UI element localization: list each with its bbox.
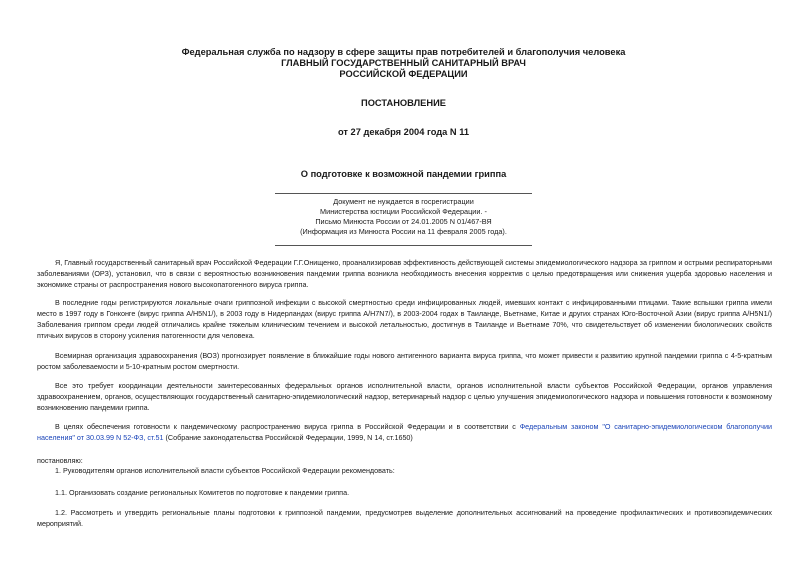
document-type: ПОСТАНОВЛЕНИЕ xyxy=(361,98,446,108)
document-date: от 27 декабря 2004 года N 11 xyxy=(337,127,470,137)
resolution-word: постановляю: xyxy=(37,456,83,465)
paragraph-who-forecast: Всемирная организация здравоохранения (ВОЗ) прогнозирует появление в ближайшие годы нового антигенного варианта вируса гриппа, что может привести к развитию крупной пандемии гриппа с 4-5-кратным ростом заболеваемости и 5-10-кратным ростом смертности. xyxy=(37,351,772,371)
paragraph-legal-basis xyxy=(37,421,772,443)
registration-note-line: Документ не нуждается в госрегистрации xyxy=(333,197,474,206)
registration-note-line: Письмо Минюста России от 24.01.2005 N 01/467-ВЯ xyxy=(315,217,492,226)
federal-law-link[interactable]: Федеральным законом "О санитарно-эпидемиологическом благополучии населения" от 30.03.99 N 52-ФЗ, ст.51 xyxy=(37,422,772,442)
divider-top xyxy=(275,193,532,194)
registration-note xyxy=(260,197,547,237)
paragraph-outbreaks: В последние годы регистрируются локальные очаги гриппозной инфекции с высокой смертностью среди инфицированных людей, имевших контакт с инфицированными птицами. Такие вспышки гриппа имели место в 1997 году в Гонконге (вирус гриппа А/H5N1/), в 2003 году в Нидерландах (вирус гриппа А/H7N7/), в 2003-2004 годах в Таиланде, Вьетнаме, Китае и других странах Юго-Восточной Азии (вирус гриппа А/H5N1/) Заболевания гриппом среди людей отличались крайне тяжелым клиническим течением и высокой летальностью, достигнув в Таиланде и Вьетнаме 70%, что свидетельствует об изменении биологических свойств птичьих вирусов в сторону усиления патогенности для человека. xyxy=(37,298,772,340)
registration-note-line: (Информация из Минюста России на 11 февраля 2005 года). xyxy=(300,227,507,236)
registration-note-line: Министерства юстиции Российской Федерации. - xyxy=(320,207,487,216)
divider-bottom xyxy=(275,245,532,246)
agency-name: Федеральная служба по надзору в сфере защиты прав потребителей и благополучия человека xyxy=(181,47,626,57)
item-1-1: 1.1. Организовать создание региональных Комитетов по подготовке к пандемии гриппа. xyxy=(55,488,350,497)
document-title: О подготовке к возможной пандемии гриппа xyxy=(300,169,507,179)
paragraph-intro: Я, Главный государственный санитарный врач Российской Федерации Г.Г.Онищенко, проанализировав эффективность действующей системы эпидемиологического надзора за гриппом и острыми респираторными заболеваниями (ОРЗ), установил, что в связи с вероятностью возникновения пандемии гриппа возникла необходимость внесения корректив с целью предотвращения или снижения ущерба здоровью населения и экономике страны от распространения нового высокопатогенного вируса гриппа. xyxy=(37,258,772,289)
legal-basis-text: В целях обеспечения готовности к пандемическому распространению вируса гриппа в Российской Федерации и в соответствии с xyxy=(55,422,520,431)
legal-basis-source: (Собрание законодательства Российской Федерации, 1999, N 14, ст.1650) xyxy=(163,433,413,442)
office-title: ГЛАВНЫЙ ГОСУДАРСТВЕННЫЙ САНИТАРНЫЙ ВРАЧ xyxy=(281,58,526,68)
item-1: 1. Руководителям органов исполнительной власти субъектов Российской Федерации рекомендовать: xyxy=(55,466,395,475)
paragraph-coordination: Все это требует координации деятельности заинтересованных федеральных органов исполнительной власти, органов исполнительной власти субъектов Российской Федерации, органов управления здравоохранением, органов, осуществляющих государственный санитарно-эпидемиологический надзор, ветеринарный надзор с целью улучшения эпидемиологического надзора и повышения готовности к возможному возникновению пандемии гриппа. xyxy=(37,381,772,412)
country-title: РОССИЙСКОЙ ФЕДЕРАЦИИ xyxy=(339,69,468,79)
item-1-2: 1.2. Рассмотреть и утвердить региональные планы подготовки к гриппозной пандемии, предусмотрев выделение дополнительных ассигнований на проведение профилактических и противоэпидемических мероприятий. xyxy=(37,508,772,528)
